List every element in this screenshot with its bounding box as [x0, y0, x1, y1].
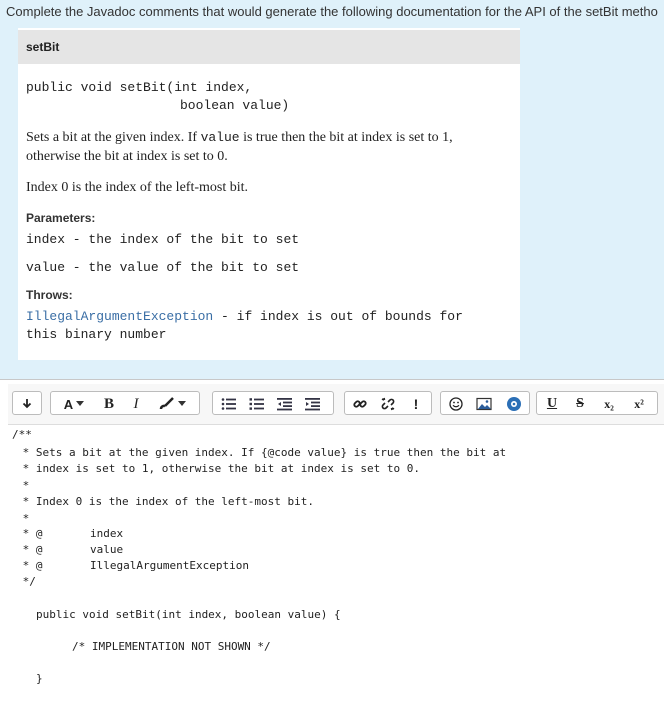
- code-line: * Index 0 is the index of the left-most bit.: [16, 495, 315, 508]
- outdent-icon: [277, 397, 293, 411]
- index-note: Index 0 is the index of the left-most bit.: [26, 180, 249, 195]
- bold-button[interactable]: B: [103, 395, 114, 412]
- toolbar-group-lists: [212, 391, 334, 415]
- code-line: public void setBit(int index, boolean value) {: [36, 608, 341, 621]
- method-description: [26, 128, 514, 166]
- brush-icon: [159, 397, 175, 411]
- code-line: *: [16, 512, 30, 525]
- toolbar-group-links: [344, 391, 432, 415]
- tag-word: IllegalArgumentException: [90, 559, 249, 572]
- caret-down-icon: [76, 401, 84, 407]
- unlink-icon: [381, 397, 395, 411]
- emoticon-button[interactable]: [445, 395, 467, 413]
- code-line: /* IMPLEMENTATION NOT SHOWN */: [72, 640, 271, 653]
- indent-icon: [305, 397, 321, 411]
- outdent-button[interactable]: [274, 395, 296, 413]
- exception-link[interactable]: IllegalArgumentException: [26, 309, 214, 324]
- tag-word: value: [90, 543, 124, 556]
- subscript-button[interactable]: x₂: [604, 396, 614, 411]
- throws-entry: [26, 308, 496, 344]
- code-line: * @: [16, 527, 43, 540]
- api-doc-panel: [18, 28, 520, 360]
- numbered-list-icon: [249, 397, 265, 411]
- media-icon: [506, 396, 522, 412]
- toolbar-group-format: [50, 391, 200, 415]
- bullet-list-icon: [221, 397, 237, 411]
- exception-desc: - if index is out of bounds for this binary number: [26, 309, 463, 342]
- link-icon: [353, 397, 367, 411]
- indent-button[interactable]: [302, 395, 324, 413]
- doc-header: [18, 30, 520, 64]
- code-line: * Sets a bit at the given index. If {@code value} is true then the bit at: [16, 446, 507, 459]
- throws-label: Throws:: [26, 288, 73, 302]
- toolbar-group-effects: [536, 391, 658, 415]
- image-icon: [476, 397, 492, 411]
- toolbar-group-insert: [440, 391, 530, 415]
- unlink-button[interactable]: [377, 395, 399, 413]
- ordered-list-button[interactable]: [246, 395, 268, 413]
- code-line: * @: [16, 543, 43, 556]
- desc-text-2: is true then the bit at index is set to 1,: [239, 130, 453, 145]
- unordered-list-button[interactable]: [218, 395, 240, 413]
- answer-editor: [0, 379, 664, 701]
- method-name: setBit: [26, 40, 60, 54]
- insert-link-button[interactable]: [349, 395, 371, 413]
- code-line: }: [36, 672, 43, 685]
- smiley-icon: [449, 397, 463, 411]
- signature-line-2: boolean value): [180, 98, 290, 113]
- code-line: * @: [16, 559, 43, 572]
- code-line: */: [16, 575, 36, 588]
- desc-text-1: Sets a bit at the given index. If: [26, 130, 201, 145]
- toolbar-group-collapse: [12, 391, 42, 415]
- desc-text-3: otherwise the bit at index is set to 0.: [26, 149, 228, 164]
- italic-button[interactable]: I: [133, 395, 139, 412]
- signature-line-1: public void setBit(int index,: [26, 80, 253, 95]
- param-index: index - the index of the bit to set: [26, 232, 300, 247]
- caret-down-icon: [178, 401, 186, 407]
- question-text: Complete the Javadoc comments that would generate the following documentation for the API of the setBit metho: [6, 4, 658, 19]
- code-textarea[interactable]: [0, 428, 664, 701]
- desc-code-value: value: [200, 130, 240, 145]
- code-line: /**: [12, 428, 32, 441]
- nolink-button[interactable]: !: [413, 396, 419, 412]
- insert-media-button[interactable]: [503, 395, 525, 413]
- superscript-button[interactable]: x²: [634, 396, 644, 411]
- code-line: * index is set to 1, otherwise the bit at index is set to 0.: [16, 462, 420, 475]
- code-line: *: [16, 479, 30, 492]
- param-value: value - the value of the bit to set: [26, 260, 300, 275]
- underline-button[interactable]: U: [546, 396, 558, 411]
- insert-image-button[interactable]: [473, 395, 495, 413]
- text-color-button[interactable]: [151, 395, 193, 413]
- parameters-label: Parameters:: [26, 211, 96, 225]
- font-style-button[interactable]: [57, 395, 91, 413]
- arrow-down-icon: [21, 398, 33, 410]
- editor-toolbar: [8, 384, 664, 425]
- font-style-label: A: [63, 396, 74, 412]
- collapse-toolbar-button[interactable]: [16, 395, 38, 413]
- strikethrough-button[interactable]: S: [576, 396, 584, 411]
- tag-word: index: [90, 527, 124, 540]
